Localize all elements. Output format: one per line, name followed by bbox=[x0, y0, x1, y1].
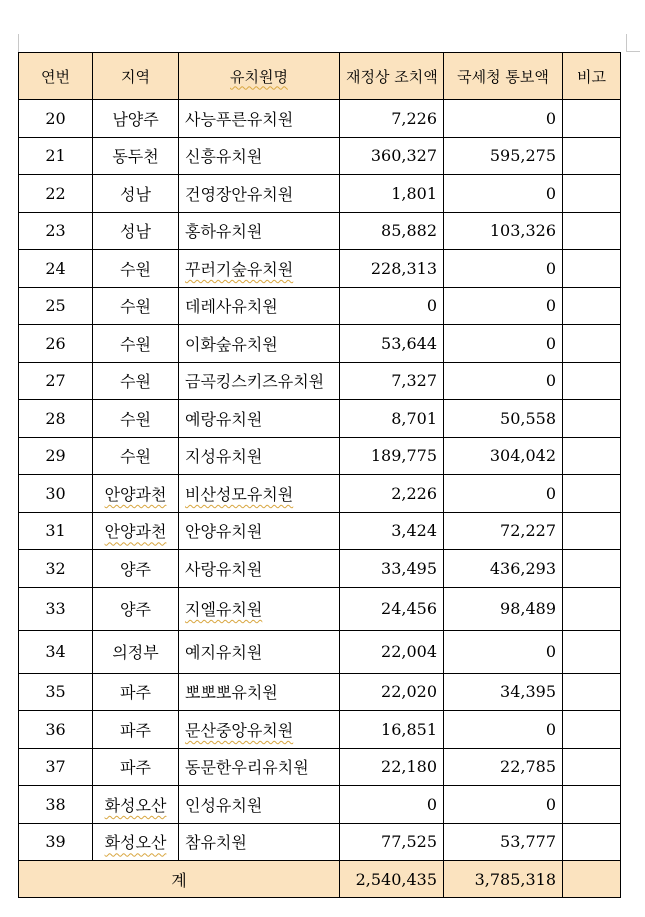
cell-region: 양주 bbox=[93, 587, 179, 630]
cell-serial-number: 36 bbox=[19, 711, 93, 749]
cell-kindergarten-name: 뽀뽀뽀유치원 bbox=[179, 673, 340, 711]
cell-kindergarten-name: 예랑유치원 bbox=[179, 400, 340, 438]
cell-remarks bbox=[563, 137, 621, 175]
cell-tax-notice-amount: 595,275 bbox=[444, 137, 563, 175]
cell-kindergarten-name: 사랑유치원 bbox=[179, 550, 340, 588]
cell-serial-number: 35 bbox=[19, 673, 93, 711]
cell-tax-notice-amount: 0 bbox=[444, 786, 563, 824]
cell-serial-number: 22 bbox=[19, 175, 93, 213]
table-row bbox=[19, 175, 621, 213]
cell-region: 성남 bbox=[93, 212, 179, 250]
cell-serial-number: 23 bbox=[19, 212, 93, 250]
table-body bbox=[19, 100, 621, 861]
cell-remarks bbox=[563, 786, 621, 824]
total-tax-amount: 3,785,318 bbox=[444, 861, 563, 898]
table-row bbox=[19, 711, 621, 749]
cell-kindergarten-name: 이화숲유치원 bbox=[179, 325, 340, 363]
cell-serial-number: 31 bbox=[19, 512, 93, 550]
cell-tax-notice-amount: 50,558 bbox=[444, 400, 563, 438]
cell-fiscal-action-amount: 33,495 bbox=[340, 550, 444, 588]
total-fiscal-amount: 2,540,435 bbox=[340, 861, 444, 898]
header-kindergarten-name: 유치원명 bbox=[179, 53, 340, 100]
cell-remarks bbox=[563, 212, 621, 250]
cell-tax-notice-amount: 22,785 bbox=[444, 748, 563, 786]
cell-remarks bbox=[563, 400, 621, 438]
cell-tax-notice-amount: 34,395 bbox=[444, 673, 563, 711]
cell-serial-number: 33 bbox=[19, 587, 93, 630]
cell-fiscal-action-amount: 8,701 bbox=[340, 400, 444, 438]
table-row bbox=[19, 250, 621, 288]
cell-remarks bbox=[563, 711, 621, 749]
cell-serial-number: 30 bbox=[19, 475, 93, 513]
cell-region: 안양과천 bbox=[93, 475, 179, 513]
cell-remarks bbox=[563, 362, 621, 400]
cell-tax-notice-amount: 103,326 bbox=[444, 212, 563, 250]
cell-fiscal-action-amount: 77,525 bbox=[340, 823, 444, 861]
cell-kindergarten-name: 동문한우리유치원 bbox=[179, 748, 340, 786]
cell-region: 동두천 bbox=[93, 137, 179, 175]
total-label: 계 bbox=[19, 861, 340, 898]
cell-kindergarten-name: 사능푸른유치원 bbox=[179, 100, 340, 138]
cell-serial-number: 25 bbox=[19, 287, 93, 325]
cell-serial-number: 29 bbox=[19, 437, 93, 475]
cell-kindergarten-name: 참유치원 bbox=[179, 823, 340, 861]
header-remarks: 비고 bbox=[563, 53, 621, 100]
kindergarten-audit-table bbox=[18, 52, 621, 898]
cell-kindergarten-name: 인성유치원 bbox=[179, 786, 340, 824]
cell-fiscal-action-amount: 360,327 bbox=[340, 137, 444, 175]
cell-kindergarten-name: 데레사유치원 bbox=[179, 287, 340, 325]
cell-remarks bbox=[563, 437, 621, 475]
cell-fiscal-action-amount: 3,424 bbox=[340, 512, 444, 550]
cell-kindergarten-name: 지성유치원 bbox=[179, 437, 340, 475]
cell-fiscal-action-amount: 189,775 bbox=[340, 437, 444, 475]
cell-serial-number: 26 bbox=[19, 325, 93, 363]
cell-tax-notice-amount: 0 bbox=[444, 325, 563, 363]
header-fiscal-action-amount: 재정상 조치액 bbox=[340, 53, 444, 100]
cell-fiscal-action-amount: 7,327 bbox=[340, 362, 444, 400]
total-remarks bbox=[563, 861, 621, 898]
cell-fiscal-action-amount: 2,226 bbox=[340, 475, 444, 513]
table-header-row bbox=[19, 53, 621, 100]
cell-remarks bbox=[563, 823, 621, 861]
cell-serial-number: 32 bbox=[19, 550, 93, 588]
cell-tax-notice-amount: 0 bbox=[444, 475, 563, 513]
table-row bbox=[19, 212, 621, 250]
cell-fiscal-action-amount: 16,851 bbox=[340, 711, 444, 749]
cell-kindergarten-name: 비산성모유치원 bbox=[179, 475, 340, 513]
cell-remarks bbox=[563, 475, 621, 513]
cell-tax-notice-amount: 0 bbox=[444, 250, 563, 288]
cell-remarks bbox=[563, 250, 621, 288]
table-row bbox=[19, 475, 621, 513]
cell-remarks bbox=[563, 512, 621, 550]
cell-serial-number: 39 bbox=[19, 823, 93, 861]
cell-tax-notice-amount: 98,489 bbox=[444, 587, 563, 630]
cell-tax-notice-amount: 72,227 bbox=[444, 512, 563, 550]
cell-region: 수원 bbox=[93, 362, 179, 400]
cell-region: 수원 bbox=[93, 437, 179, 475]
cell-region: 파주 bbox=[93, 711, 179, 749]
table-row bbox=[19, 100, 621, 138]
cell-kindergarten-name: 신흥유치원 bbox=[179, 137, 340, 175]
table-row bbox=[19, 362, 621, 400]
cell-remarks bbox=[563, 630, 621, 673]
page-corner-mark-right-horizontal bbox=[626, 51, 640, 52]
cell-tax-notice-amount: 304,042 bbox=[444, 437, 563, 475]
cell-region: 수원 bbox=[93, 287, 179, 325]
cell-remarks bbox=[563, 287, 621, 325]
cell-tax-notice-amount: 0 bbox=[444, 630, 563, 673]
cell-region: 남양주 bbox=[93, 100, 179, 138]
cell-remarks bbox=[563, 325, 621, 363]
cell-fiscal-action-amount: 0 bbox=[340, 287, 444, 325]
cell-kindergarten-name: 문산중앙유치원 bbox=[179, 711, 340, 749]
cell-kindergarten-name: 꾸러기숲유치원 bbox=[179, 250, 340, 288]
cell-region: 수원 bbox=[93, 325, 179, 363]
table-row bbox=[19, 748, 621, 786]
cell-remarks bbox=[563, 673, 621, 711]
cell-fiscal-action-amount: 22,004 bbox=[340, 630, 444, 673]
header-serial-number: 연번 bbox=[19, 53, 93, 100]
cell-region: 화성오산 bbox=[93, 786, 179, 824]
cell-region: 파주 bbox=[93, 748, 179, 786]
table-row bbox=[19, 512, 621, 550]
table-row bbox=[19, 400, 621, 438]
cell-region: 수원 bbox=[93, 400, 179, 438]
table-row bbox=[19, 437, 621, 475]
table-row bbox=[19, 137, 621, 175]
cell-kindergarten-name: 지엘유치원 bbox=[179, 587, 340, 630]
cell-region: 안양과천 bbox=[93, 512, 179, 550]
cell-fiscal-action-amount: 228,313 bbox=[340, 250, 444, 288]
cell-kindergarten-name: 예지유치원 bbox=[179, 630, 340, 673]
cell-fiscal-action-amount: 53,644 bbox=[340, 325, 444, 363]
table-row bbox=[19, 587, 621, 630]
cell-tax-notice-amount: 53,777 bbox=[444, 823, 563, 861]
cell-region: 성남 bbox=[93, 175, 179, 213]
cell-remarks bbox=[563, 587, 621, 630]
cell-serial-number: 21 bbox=[19, 137, 93, 175]
cell-remarks bbox=[563, 100, 621, 138]
cell-tax-notice-amount: 0 bbox=[444, 100, 563, 138]
cell-tax-notice-amount: 0 bbox=[444, 362, 563, 400]
cell-serial-number: 28 bbox=[19, 400, 93, 438]
cell-fiscal-action-amount: 24,456 bbox=[340, 587, 444, 630]
table-row bbox=[19, 786, 621, 824]
cell-region: 의정부 bbox=[93, 630, 179, 673]
cell-fiscal-action-amount: 1,801 bbox=[340, 175, 444, 213]
cell-tax-notice-amount: 0 bbox=[444, 175, 563, 213]
cell-kindergarten-name: 안양유치원 bbox=[179, 512, 340, 550]
cell-fiscal-action-amount: 22,180 bbox=[340, 748, 444, 786]
cell-remarks bbox=[563, 550, 621, 588]
table-row bbox=[19, 287, 621, 325]
header-region: 지역 bbox=[93, 53, 179, 100]
cell-region: 수원 bbox=[93, 250, 179, 288]
cell-kindergarten-name: 금곡킹스키즈유치원 bbox=[179, 362, 340, 400]
cell-serial-number: 24 bbox=[19, 250, 93, 288]
cell-region: 양주 bbox=[93, 550, 179, 588]
cell-fiscal-action-amount: 22,020 bbox=[340, 673, 444, 711]
header-tax-notice-amount: 국세청 통보액 bbox=[444, 53, 563, 100]
cell-fiscal-action-amount: 7,226 bbox=[340, 100, 444, 138]
page-corner-mark-left bbox=[18, 34, 19, 52]
cell-tax-notice-amount: 0 bbox=[444, 287, 563, 325]
cell-kindergarten-name: 건영장안유치원 bbox=[179, 175, 340, 213]
cell-fiscal-action-amount: 85,882 bbox=[340, 212, 444, 250]
cell-region: 파주 bbox=[93, 673, 179, 711]
table-row bbox=[19, 823, 621, 861]
cell-tax-notice-amount: 436,293 bbox=[444, 550, 563, 588]
page-corner-mark-right bbox=[626, 34, 627, 52]
cell-fiscal-action-amount: 0 bbox=[340, 786, 444, 824]
table-row bbox=[19, 325, 621, 363]
cell-remarks bbox=[563, 175, 621, 213]
table-row bbox=[19, 630, 621, 673]
table-row bbox=[19, 673, 621, 711]
cell-serial-number: 34 bbox=[19, 630, 93, 673]
total-row bbox=[19, 861, 621, 898]
cell-serial-number: 37 bbox=[19, 748, 93, 786]
table-row bbox=[19, 550, 621, 588]
cell-tax-notice-amount: 0 bbox=[444, 711, 563, 749]
cell-kindergarten-name: 홍하유치원 bbox=[179, 212, 340, 250]
cell-serial-number: 20 bbox=[19, 100, 93, 138]
cell-region: 화성오산 bbox=[93, 823, 179, 861]
cell-serial-number: 38 bbox=[19, 786, 93, 824]
cell-remarks bbox=[563, 748, 621, 786]
cell-serial-number: 27 bbox=[19, 362, 93, 400]
